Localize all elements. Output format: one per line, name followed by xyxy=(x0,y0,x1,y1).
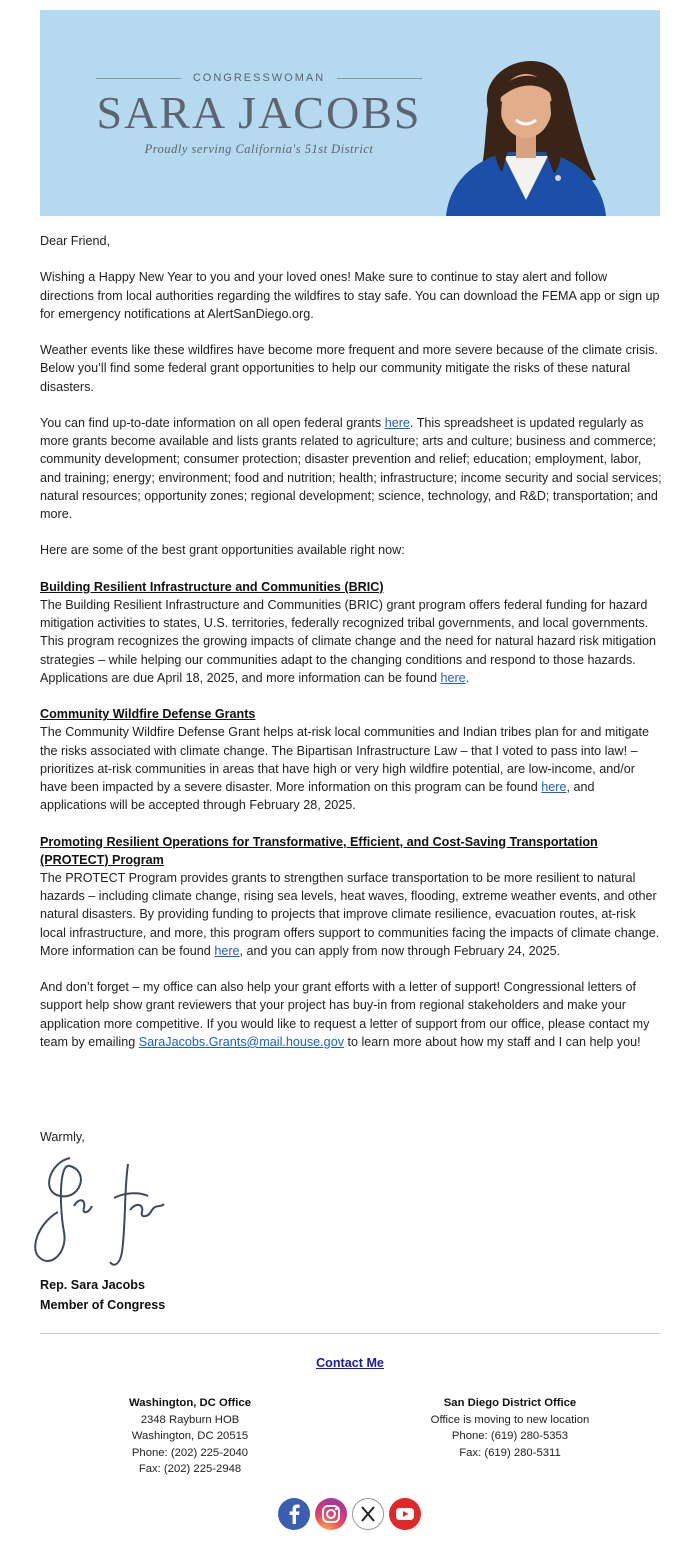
dc-office-line1: 2348 Rayburn HOB xyxy=(140,1413,240,1426)
signer-title: Member of Congress xyxy=(40,1298,166,1312)
header-name: SARA JACOBS xyxy=(96,87,422,138)
header-banner xyxy=(40,10,660,216)
greeting: Dear Friend, xyxy=(40,234,110,248)
portrait-photo xyxy=(436,40,616,216)
dc-office-fax: Fax: (202) 225-2948 xyxy=(138,1463,242,1476)
signer-name: Rep. Sara Jacobs xyxy=(40,1278,145,1292)
sd-office-line1: Office is moving to new location xyxy=(430,1413,590,1426)
divider xyxy=(337,78,422,79)
sd-office xyxy=(390,1395,630,1461)
instagram-icon[interactable] xyxy=(315,1498,347,1530)
social-links xyxy=(278,1498,421,1530)
grants-email-link[interactable]: SaraJacobs.Grants@mail.house.gov xyxy=(138,1034,344,1049)
grants-spreadsheet-link[interactable]: here xyxy=(384,415,410,430)
header-eyebrow xyxy=(96,72,422,84)
paragraph-new-year: Wishing a Happy New Year to you and your loved ones! Make sure to continue to stay alert and follow directions from local authorities regarding the wildfires to stay safe. You can download the FEMA app or sign up for emergency notifications at AlertSanDiego.org. xyxy=(40,270,660,321)
sd-office-phone: Phone: (619) 280-5353 xyxy=(451,1430,569,1443)
section-title-bric: Building Resilient Infrastructure and Communities (BRIC) xyxy=(40,579,384,594)
dc-office-line2: Washington, DC 20515 xyxy=(131,1430,249,1443)
section-title-cwdg: Community Wildfire Defense Grants xyxy=(40,707,256,722)
dc-office-phone: Phone: (202) 225-2040 xyxy=(131,1446,249,1459)
section-bric: Building Resilient Infrastructure and Communities (BRIC) The Building Resilient Infrastructure and Communities (BRIC) grant program offers federal funding for hazard mitigation activities to states, U.S. territories, federally recognized tribal governments, and local governments. This program recognizes the growing impacts of climate change and the need for natural hazard risk mitigation strategies – while helping our communities adapt to the changing conditions and respond to those hazards. Applications are due April 18, 2025, and more information can be found here. xyxy=(40,579,657,685)
closing-block xyxy=(40,1130,340,1144)
cwdg-link[interactable]: here xyxy=(541,780,567,794)
footer-divider xyxy=(40,1333,660,1334)
contact-me-link[interactable]: Contact Me xyxy=(316,1356,384,1370)
paragraph-grants-info: You can find up-to-date information on all open federal grants here. This spreadsheet is updated regularly as more grants become available and lists grants related to agriculture; arts and culture; business and commerce; community development; consumer protection; disaster prevention and relief; education; employment, labor, and training; energy; environment; food and nutrition; health; infrastructure; income security and social services; natural resources; opportunity zones; regional development; science, technology, and R&D; transportation; and more. xyxy=(40,415,662,521)
header-tagline: Proudly serving California's 51st District xyxy=(144,142,374,156)
contact-row xyxy=(0,1356,700,1370)
bric-link[interactable]: here xyxy=(440,670,466,685)
sd-office-title: San Diego District Office xyxy=(443,1397,577,1409)
signature-image xyxy=(30,1152,180,1274)
facebook-icon[interactable] xyxy=(278,1498,310,1530)
email-container xyxy=(40,10,660,216)
letter-body xyxy=(40,232,662,1069)
youtube-icon[interactable] xyxy=(389,1498,421,1530)
signer-block xyxy=(40,1275,165,1315)
x-icon[interactable] xyxy=(352,1498,384,1530)
dc-office-title: Washington, DC Office xyxy=(129,1397,251,1409)
section-cwdg: Community Wildfire Defense Grants The Community Wildfire Defense Grant helps at-risk local communities and Indian tribes plan for and mitigate the risks associated with climate change. The Bipartisan Infrastructure Law – that I voted to pass into law! – prioritizes at-risk communities in areas that have high or very high wildfire potential, are low-income, and/or have been impacted by a severe disaster. More information on this program can be found here, and applications will be accepted through February 28, 2025. xyxy=(40,707,649,813)
section-title-protect: Promoting Resilient Operations for Transformative, Efficient, and Cost-Saving Transportation (PROTECT) Program xyxy=(40,834,598,867)
paragraph-weather: Weather events like these wildfires have become more frequent and more severe because of the climate crisis. Below you’ll find some federal grant opportunities to help our community mitigate the risks of these natural disasters. xyxy=(40,343,658,394)
section-protect: Promoting Resilient Operations for Transformative, Efficient, and Cost-Saving Transportation (PROTECT) Program The PROTECT Program provides grants to strengthen surface transportation to be more resilient to natural hazards – including climate change, rising sea levels, heat waves, flooding, extreme weather events, and other natural disasters. By providing funding to projects that improve climate resilience, evacuation routes, at-risk local infrastructure, and more, this program offers support to communities facing the impacts of climate change. More information can be found here, and you can apply from now through February 24, 2025. xyxy=(40,834,660,958)
paragraph-letter-support: And don’t forget – my office can also help your grant efforts with a letter of support! Congressional letters of support help show grant reviewers that your project has buy-in from regional stakeholders and make your application more competitive. If you would like to request a letter of support from our office, please contact my team by emailing SaraJacobs.Grants@mail.house.gov to learn more about how my staff and I can help you! xyxy=(40,980,650,1049)
protect-link[interactable]: here xyxy=(214,943,240,958)
divider xyxy=(96,78,181,79)
paragraph-intro-list: Here are some of the best grant opportunities available right now: xyxy=(40,543,405,558)
dc-office xyxy=(70,1395,310,1478)
eyebrow-text: CONGRESSWOMAN xyxy=(192,72,326,84)
closing: Warmly, xyxy=(40,1130,85,1144)
sd-office-fax: Fax: (619) 280-5311 xyxy=(459,1446,561,1459)
